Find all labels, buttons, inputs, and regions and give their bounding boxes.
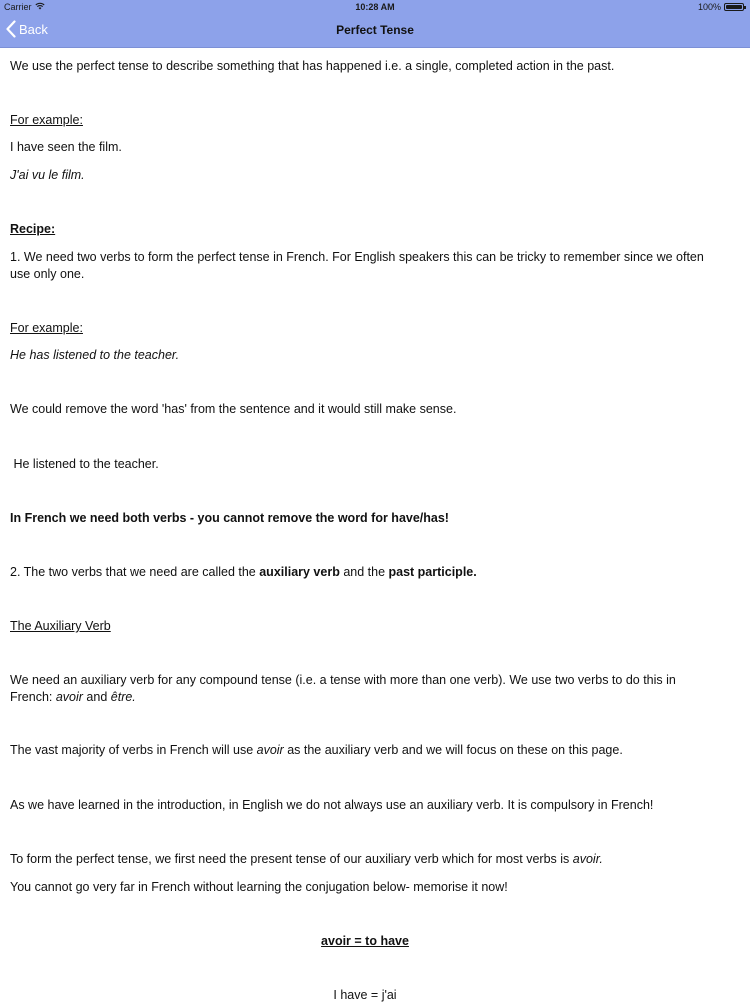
- auxiliary-and: and: [82, 690, 111, 704]
- form-text: To form the perfect tense, we first need the present tense of our auxiliary verb which for most verbs is: [10, 852, 573, 866]
- remove-note: We could remove the word 'has' from the sentence and it would still make sense.: [10, 402, 457, 416]
- both-verbs-note: In French we need both verbs - you cannot remove the word for have/has!: [10, 511, 449, 525]
- status-bar: [0, 0, 750, 14]
- example-english-2: He has listened to the teacher.: [10, 348, 180, 362]
- etre-term: être.: [110, 690, 136, 704]
- recipe-step-2: [10, 564, 720, 581]
- auxiliary-paragraph-text: We need an auxiliary verb for any compound tense (i.e. a tense with more than one verb). We use two verbs to do this in French:: [10, 673, 676, 704]
- page-title: Perfect Tense: [336, 23, 414, 37]
- avoir-term-3: avoir.: [572, 852, 603, 866]
- example-heading-2: For example:: [10, 321, 83, 335]
- status-time: 10:28 AM: [355, 2, 395, 12]
- battery-indicator: [698, 2, 744, 12]
- example-english: I have seen the film.: [10, 140, 122, 154]
- conjugation-row: I have = j'ai: [333, 988, 397, 1002]
- listened-sentence: He listened to the teacher.: [10, 457, 159, 471]
- carrier-label: Carrier: [4, 2, 32, 12]
- past-participle-term: past participle.: [388, 565, 477, 579]
- auxiliary-paragraph: [10, 672, 720, 706]
- recipe-step-2-and: and the: [339, 565, 389, 579]
- back-label: Back: [19, 21, 48, 37]
- auxiliary-verb-term: auxiliary verb: [259, 565, 340, 579]
- auxiliary-verb-heading: The Auxiliary Verb: [10, 619, 111, 633]
- example-french: J'ai vu le film.: [10, 168, 85, 182]
- conjugation-heading: avoir = to have: [321, 934, 409, 948]
- recipe-heading: Recipe:: [10, 222, 56, 236]
- form-paragraph: [10, 851, 720, 868]
- navigation-bar: [0, 14, 750, 48]
- example-heading: For example:: [10, 113, 83, 127]
- recipe-step-1: 1. We need two verbs to form the perfect tense in French. For English speakers this can be tricky to remember since we often use only one.: [10, 250, 704, 281]
- memorise-paragraph: You cannot go very far in French without learning the conjugation below- memorise it now!: [10, 880, 508, 894]
- majority-text-1: The vast majority of verbs in French will use: [10, 743, 257, 757]
- avoir-term: avoir: [55, 690, 83, 704]
- avoir-term-2: avoir: [256, 743, 284, 757]
- recipe-step-2-text: 2. The two verbs that we need are called the: [10, 565, 260, 579]
- intro-paragraph: We use the perfect tense to describe something that has happened i.e. a single, completed action in the past.: [10, 59, 615, 73]
- compulsory-paragraph: As we have learned in the introduction, in English we do not always use an auxiliary verb. It is compulsory in French!: [10, 798, 654, 812]
- majority-paragraph: [10, 742, 720, 759]
- battery-icon: [724, 3, 744, 11]
- battery-percent: 100%: [697, 2, 721, 12]
- majority-text-2: as the auxiliary verb and we will focus on these on this page.: [283, 743, 623, 757]
